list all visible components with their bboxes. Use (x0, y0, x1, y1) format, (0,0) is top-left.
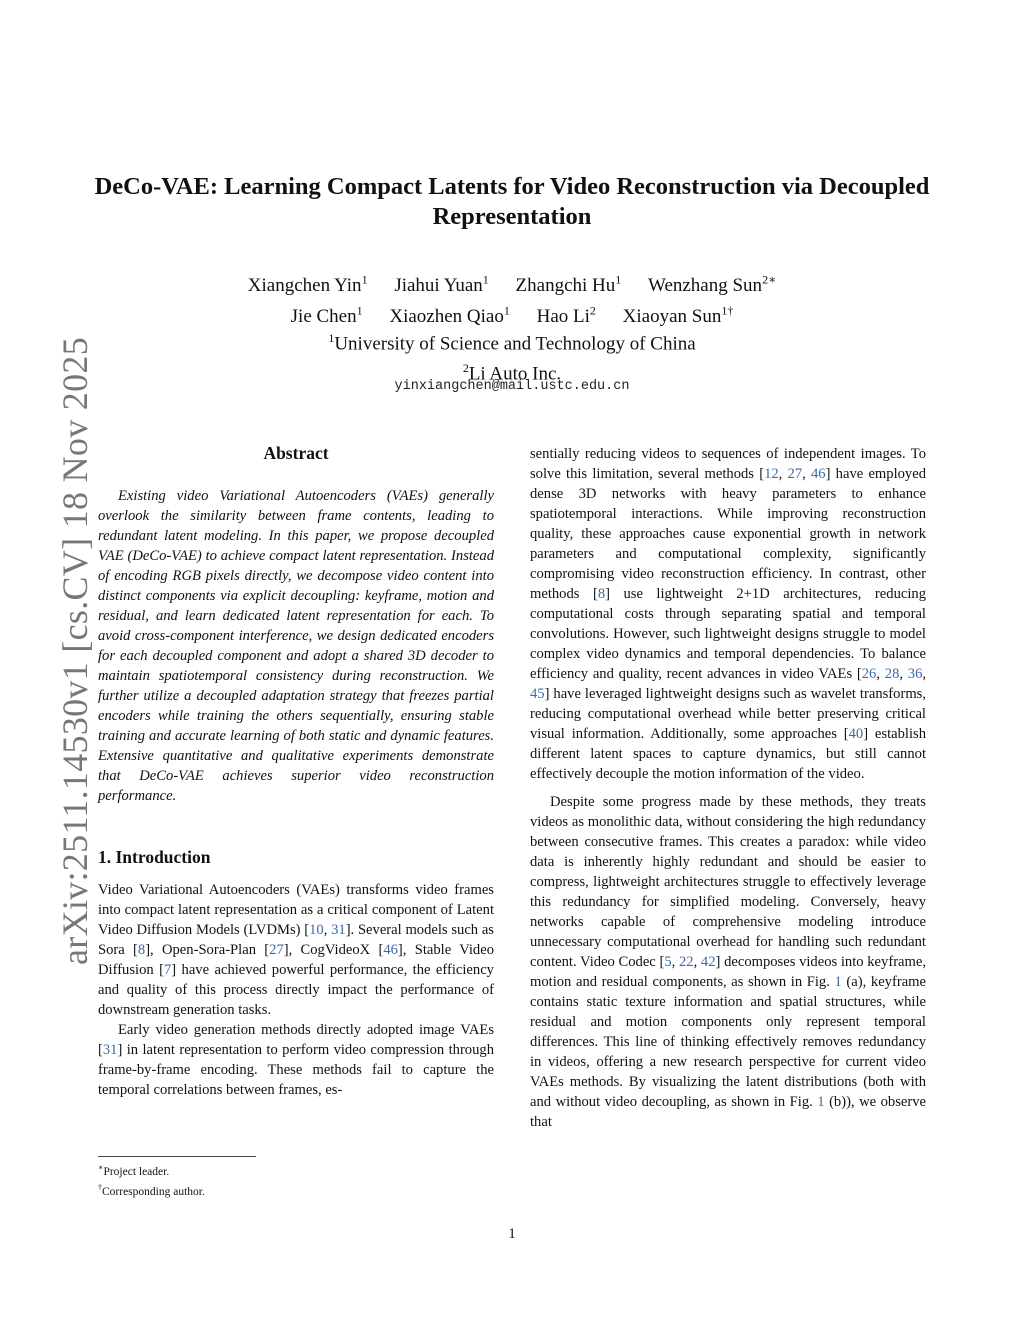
footnote: ∗Project leader. (98, 1163, 170, 1178)
body-paragraph: Video Variational Autoencoders (VAEs) transforms video frames into compact latent representation as a critical component of Latent Video Diffusion Models (LVDMs) [10, 31]. Several models such as Sora [8], Open-Sora-Plan [27], CogVideoX [46], Stable Video Diffusion [7] have achieved powerful performance, the efficiency and quality of this process directly impact the performance of downstream generation tasks. (98, 882, 494, 1018)
author-list (90, 268, 934, 329)
citation-link[interactable]: 7 (163, 962, 172, 978)
citation-link[interactable]: 26 (861, 666, 877, 682)
body-paragraph: Despite some progress made by these methods, they treats videos as monolithic data, without considering the high redundancy between consecutive frames. This creates a paradox: while video data is inherently highly redundant and should be easier to compress, lightweight architectures struggle to effectively leverage this redundancy for simplified modeling. Conversely, heavy networks capable of comprehensive modeling introduce unnecessary computational overhead for handling such redundant content. Video Codec [5, 22, 42] decomposes videos into keyframe, motion and residual components, as shown in Fig. 1 (a), keyframe contains static texture information and spatial structures, while residual and motion components only represent temporal differences. This line of thinking effectively removes redundancy in videos, offering a new research perspective for current video VAEs methods. By visualizing the latent distributions (both with and without video decoupling, as shown in Fig. 1 (b)), we observe that (530, 794, 927, 1130)
author: Wenzhang Sun$^{2∗}$ (648, 273, 777, 297)
citation-link[interactable]: 27 (787, 466, 803, 482)
citation-link[interactable]: 5 (664, 954, 672, 970)
citation-link[interactable]: 42 (700, 954, 716, 970)
citation-link[interactable]: 46 (811, 466, 826, 482)
citation-link[interactable]: 46 (383, 942, 398, 958)
footnotes (98, 1156, 494, 1200)
left-column (98, 442, 494, 1100)
right-column (530, 444, 926, 1132)
citation-link[interactable]: 1 (834, 974, 842, 990)
author-row-1 (90, 268, 934, 298)
footnote: †Corresponding author. (98, 1182, 205, 1198)
citation-link[interactable]: 31 (331, 922, 346, 938)
body-paragraph: Early video generation methods directly adopted image VAEs [31] in latent representation to perform video compression through frame-by-frame encoding. These methods fail to capture the temporal correlations between frames, es- (98, 1022, 494, 1098)
citation-link[interactable]: 36 (907, 666, 923, 682)
author: Xiaozhen Qiao$^1$ (389, 303, 510, 327)
author: Jiahui Yuan$^1$ (394, 273, 489, 297)
citation-link[interactable]: 8 (597, 586, 606, 602)
abstract-text: Existing video Variational Autoencoders (VAEs) generally overlook the similarity between frame contents, leading to redundant latent modeling. In this paper, we propose decoupled VAE (DeCo-VAE) to achieve compact latent representation. Instead of encoding RGB pixels directly, we decompose video content into distinct components via explicit decoupling: keyframe, motion and residual, and learn dedicated latent representation for each. To avoid cross-component interference, we design dedicated encoders for each decoupled component and adopt a shared 3D decoder to maintain spatiotemporal consistency during reconstruction. We further utilize a decoupled adaptation strategy that freezes partial encoders while training the others sequentially, ensuring stable training and accurate learning of both static and dynamic features. Extensive quantitative and qualitative experiments demonstrate that DeCo-VAE achieves superior video reconstruction performance. (98, 488, 494, 804)
citation-link[interactable]: 12 (764, 466, 779, 482)
contact-email[interactable]: yinxiangchen@mail.ustc.edu.cn (394, 379, 630, 394)
abstract-heading: Abstract (263, 443, 329, 463)
citation-link[interactable]: 1 (817, 1094, 825, 1110)
affiliation: $^2$Li Auto Inc. (462, 361, 562, 385)
citation-link[interactable]: 40 (848, 726, 864, 742)
paper-title: DeCo-VAE: Learning Compact Latents for Video Reconstruction via Decoupled Representation (94, 173, 930, 230)
arxiv-watermark (14, 336, 95, 965)
author: Xiaoyan Sun$^{1\dagger}$ (622, 303, 734, 327)
citation-link[interactable]: 22 (678, 954, 694, 970)
footnote-rule (98, 1156, 256, 1157)
author: Zhangchi Hu$^1$ (515, 273, 622, 297)
author: Xiangchen Yin$^1$ (247, 273, 368, 297)
citation-link[interactable]: 28 (884, 666, 900, 682)
author: Hao Li$^2$ (536, 303, 596, 327)
citation-link[interactable]: 45 (530, 686, 545, 702)
page-number: 1 (508, 1226, 516, 1242)
affiliations (90, 326, 934, 387)
citation-link[interactable]: 10 (309, 922, 324, 938)
author: Jie Chen$^1$ (290, 303, 363, 327)
citation-link[interactable]: 8 (137, 942, 146, 958)
citation-link[interactable]: 27 (269, 942, 284, 958)
citation-link[interactable]: 31 (102, 1042, 118, 1058)
body-paragraph: sentially reducing videos to sequences of independent images. To solve this limitation, several methods [12, 27, 46] have employed dense 3D networks with heavy parameters to enhance spatiotemporal interactions. While improving reconstruction quality, these approaches cause exponential growth in network parameters and computational complexity, significantly compromising video reconstruction efficiency. In contrast, other methods [8] use lightweight 2+1D architectures, reducing computational costs through separating spatial and temporal convolutions. However, such lightweight designs struggle to model complex video dynamics and temporal dependencies. To balance efficiency and quality, recent advances in video VAEs [26, 28, 36, 45] have leveraged lightweight designs such as wavelet transforms, reducing computational overhead while better preserving critical visual information. Additionally, some approaches [40] establish different latent spaces to capture dynamics, but still cannot effectively decouple the motion information of the video. (530, 446, 927, 782)
arxiv-watermark-text: arXiv:2511.14530v1 [cs.CV] 18 Nov 2025 (55, 336, 95, 965)
affiliation: $^1$University of Science and Technology of China (328, 331, 696, 355)
section-heading-introduction: 1. Introduction (98, 847, 211, 867)
author-row-2 (90, 298, 934, 328)
